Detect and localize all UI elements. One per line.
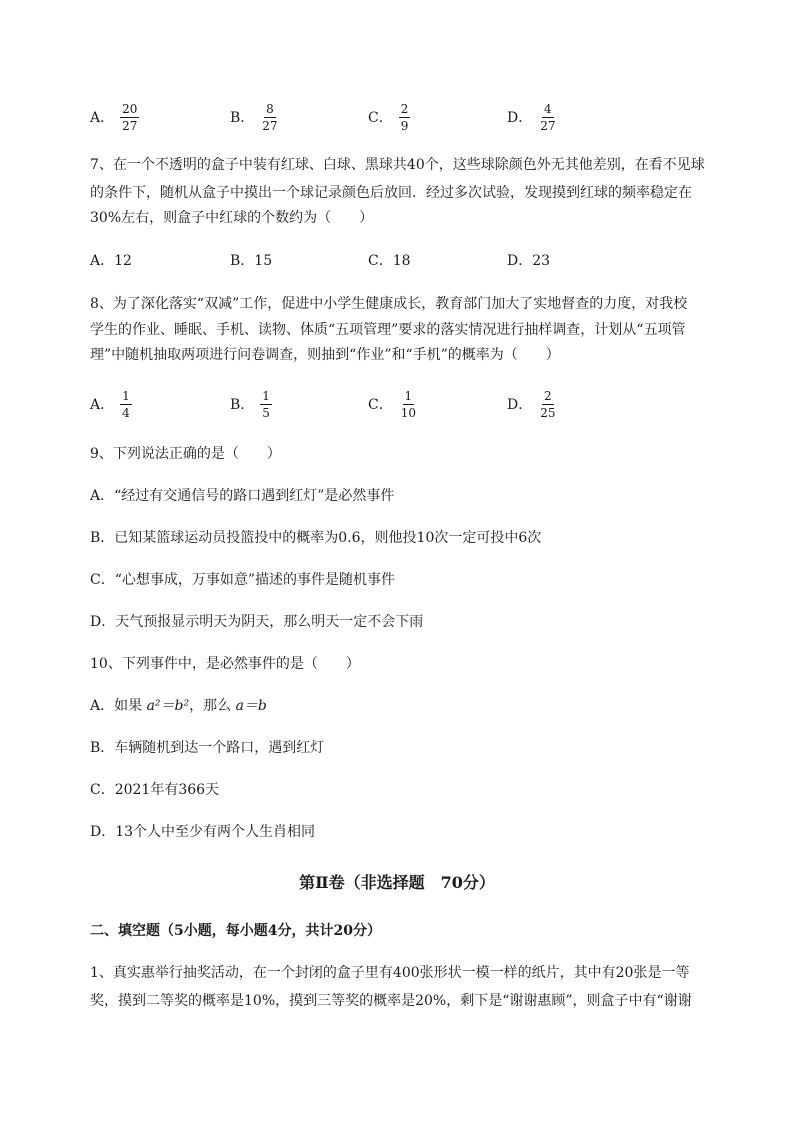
option-letter: A． [90, 397, 115, 413]
q6-option-d [507, 97, 558, 137]
q10-stem: 10、下列事件中，是必然事件的是（ ） [90, 656, 360, 672]
option-letter: D． [507, 397, 533, 413]
fill1-stem-line-1: 1、真实惠举行抽奖活动，在一个封闭的盒子里有400张形状一模一样的纸片，其中有20张是一等 [90, 965, 690, 981]
q8-stem-line-2: 学生的作业、睡眠、手机、读物、体质“五项管理”要求的落实情况进行抽样调查，计划从“五项管 [90, 322, 686, 338]
option-letter: B． [230, 110, 255, 126]
math-expression: a²＝b² [146, 698, 190, 714]
q7-options [90, 251, 740, 271]
fill1-stem-line-2: 奖，摸到二等奖的概率是10%，摸到三等奖的概率是20%，剩下是“谢谢惠顾”，则盒子中有“谢谢 [90, 993, 692, 1009]
math-expression: a＝b [235, 698, 267, 714]
q8-option-d [507, 384, 558, 424]
q6-option-a [90, 97, 139, 137]
q7-option-b: B．15 [230, 253, 273, 269]
fraction: $\frac{4}{27}$ [540, 101, 556, 133]
fraction: $\frac{2}{9}$ [400, 101, 409, 133]
option-letter: C． [368, 397, 393, 413]
q7-stem-line-2: 的条件下，随机从盒子中摸出一个球记录颜色后放回．经过多次试验，发现摸到红球的频率稳定在 [90, 185, 692, 201]
q8-stem-line-1: 8、为了深化落实“双减”工作，促进中小学生健康成长，教育部门加大了实地督查的力度，对我校 [90, 296, 688, 312]
option-letter: C． [368, 110, 393, 126]
fraction: $\frac{1}{5}$ [262, 388, 270, 420]
q7-stem-line-1: 7、在一个不透明的盒子中装有红球、白球、黑球共40个，这些球除颜色外无其他差别，在看不见球 [90, 157, 705, 173]
q8-stem-line-3: 理”中随机抽取两项进行问卷调查，则抽到“作业”和“手机”的概率为（ ） [90, 347, 560, 363]
section-title: 第Ⅱ卷（非选择题 70分） [299, 873, 495, 892]
q9-option-b: B．已知某篮球运动员投篮投中的概率为0.6，则他投10次一定可投中6次 [90, 530, 542, 546]
q7-option-c: C．18 [368, 253, 411, 269]
q9-option-a: A．“经过有交通信号的路口遇到红灯”是必然事件 [90, 488, 395, 504]
q6-option-c [368, 97, 410, 137]
q7-option-a: A．12 [90, 253, 132, 269]
q8-option-b [230, 384, 272, 424]
fraction: $\frac{2}{25}$ [540, 388, 556, 420]
q10-option-a: A．如果 a²＝b²，那么 a＝b [90, 698, 267, 714]
q6-option-b [230, 97, 280, 137]
fraction: $\frac{8}{27}$ [262, 101, 278, 133]
q8-option-c [368, 384, 418, 424]
q9-stem: 9、下列说法正确的是（ ） [90, 446, 281, 462]
fraction: $\frac{1}{4}$ [122, 388, 130, 420]
section-subtitle: 二、填空题（5小题，每小题4分，共计20分） [90, 923, 381, 939]
q8-options [90, 384, 740, 424]
q10-option-c: C．2021年有366天 [90, 782, 220, 798]
option-letter: D． [507, 110, 533, 126]
q9-option-c: C．“心想事成，万事如意”描述的事件是随机事件 [90, 572, 396, 588]
q6-options [90, 97, 740, 137]
fraction: $\frac{1}{10}$ [400, 388, 416, 420]
q8-option-a [90, 384, 132, 424]
q10-option-d: D．13个人中至少有两个人生肖相同 [90, 824, 316, 840]
fraction: $\frac{20}{27}$ [122, 101, 138, 133]
option-letter: A． [90, 110, 115, 126]
q9-option-d: D．天气预报显示明天为阴天，那么明天一定不会下雨 [90, 614, 424, 630]
q7-stem-line-3: 30%左右，则盒子中红球的个数约为（ ） [90, 210, 374, 226]
option-letter: B． [230, 397, 255, 413]
q10-option-b: B．车辆随机到达一个路口，遇到红灯 [90, 740, 325, 756]
q7-option-d: D．23 [507, 253, 551, 269]
